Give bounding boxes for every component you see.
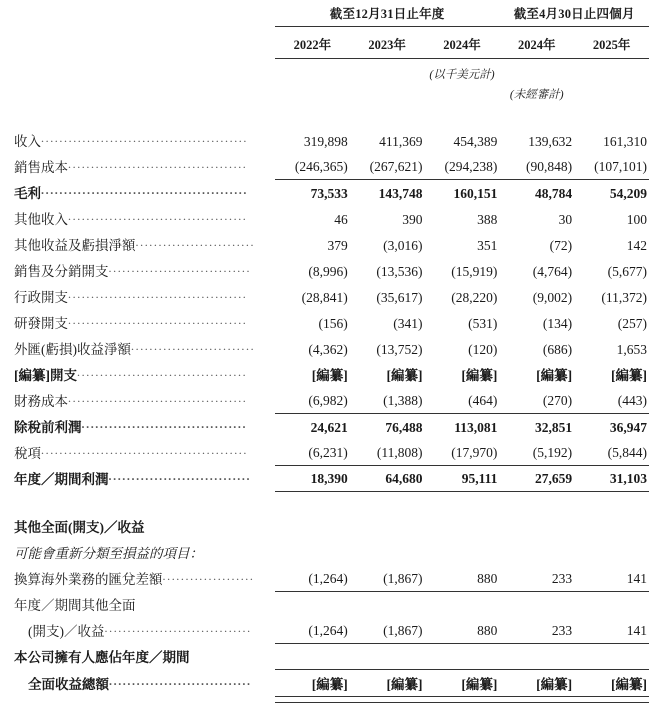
grand-total-label-line2-text: 全面收益總額 [28, 677, 109, 692]
oci-section-title-row [0, 513, 649, 539]
row-label-other-income [0, 205, 275, 231]
cell-pbt-2022: 24,621 [310, 420, 348, 435]
cell-admin-2023: (35,617) [376, 290, 423, 305]
grand-total-l1-blank-4 [499, 643, 574, 669]
row-label-profit-for-period-text: 年度／期間利潤 [14, 472, 109, 487]
cell-gross-profit-2025i: 54,209 [609, 186, 647, 201]
header-col-2023-label: 2023年 [368, 38, 406, 52]
cell-revenue-2024i: 139,632 [528, 134, 573, 149]
cell-admin-2024: (28,220) [451, 290, 498, 305]
cell-fxtrans-2022: (1,264) [275, 565, 350, 591]
table-row [0, 153, 649, 179]
row-label-selling-distribution [0, 257, 275, 283]
cell-pbt-2023: 76,488 [385, 420, 423, 435]
table-row [0, 617, 649, 643]
cell-finance-2024: (464) [425, 387, 500, 413]
row-label-profit-before-tax [0, 413, 275, 439]
leader-dots: ................................ [104, 621, 252, 635]
cell-grandtotal-2024i: [編纂] [499, 669, 574, 696]
cell-other-gains-2023: (3,016) [383, 238, 423, 253]
leader-dots: ..................................... [77, 365, 248, 379]
leader-dots: ....................................... [68, 287, 248, 301]
cell-cost-of-sales-2022: (246,365) [275, 153, 350, 179]
cell-tax-2023: (11,808) [350, 439, 425, 465]
cell-gross-profit-2024: 160,151 [453, 186, 498, 201]
cell-rd-2023: (341) [393, 316, 423, 331]
header-col-2024-annual-label: 2024年 [443, 38, 481, 52]
table-row [0, 361, 649, 387]
cell-pbt-2024i: 32,851 [535, 420, 573, 435]
cell-grandtotal-2023: [編纂] [350, 669, 425, 696]
currency-note-blank-4 [574, 63, 649, 83]
header-group-years-label: 截至12月31日止年度 [329, 7, 445, 21]
leader-dots: .................... [162, 569, 255, 583]
cell-other-gains-2024i: (72) [549, 238, 573, 253]
table-row [0, 439, 649, 465]
grand-total-label-line1: 本公司擁有人應佔年度／期間 [14, 650, 190, 665]
header-col-2023-rule [350, 58, 425, 59]
header-col-2025-interim [574, 30, 649, 63]
oci-sub-blank-2 [350, 539, 425, 565]
grand-total-label-line2 [0, 669, 275, 696]
cell-listing-2025i: [編纂] [611, 368, 647, 383]
row-label-fx-gain-loss [0, 335, 275, 361]
cell-tax-2024: (17,970) [425, 439, 500, 465]
table-row [0, 465, 649, 491]
header-col-2022-label: 2022年 [293, 38, 332, 52]
grand-total-l1-blank-1 [275, 643, 350, 669]
row-label-other-income-text: 其他收入 [14, 212, 68, 227]
cell-profit-2022: 18,390 [275, 465, 350, 491]
cell-grandtotal-2022: [編纂] [275, 669, 350, 696]
cell-fx-2023: (13,752) [376, 342, 423, 357]
row-label-administrative-text: 行政開支 [14, 290, 68, 305]
cell-tax-2024i: (5,192) [499, 439, 574, 465]
oci-total-l1-blank-5 [574, 591, 649, 617]
leader-dots: ............................... [109, 674, 252, 688]
cell-admin-2025i: (11,372) [601, 290, 647, 305]
oci-total-l1-blank-1 [275, 591, 350, 617]
row-label-cost-of-sales [0, 153, 275, 179]
header-col-2024-annual [425, 30, 500, 63]
cell-admin-2024i: (9,002) [532, 290, 573, 305]
header-col-2023 [350, 30, 425, 63]
cell-cost-of-sales-2023: (267,621) [350, 153, 425, 179]
grand-total-double-rule-row [0, 696, 649, 702]
cell-revenue-2023: 411,369 [379, 134, 423, 149]
header-group-fourmonths [499, 0, 649, 30]
header-group-fourmonths-label: 截至4月30日止四個月 [513, 7, 635, 21]
row-label-profit-before-tax-text: 除稅前利潤 [14, 420, 82, 435]
cell-profit-2023: 64,680 [350, 465, 425, 491]
cell-revenue-2025i: 161,310 [603, 134, 647, 149]
row-label-fx-translation-text: 換算海外業務的匯兌差額 [14, 572, 163, 587]
cell-selling-2023: (13,536) [376, 264, 423, 279]
row-label-finance-costs [0, 387, 275, 413]
leader-dots: ....................................... [68, 157, 248, 171]
audit-note-blank-1 [275, 83, 350, 105]
cell-rd-2025i: (257) [617, 316, 647, 331]
cell-rd-2024: (531) [468, 316, 498, 331]
currency-note-blank-2 [350, 63, 425, 83]
cell-finance-2025i: (443) [574, 387, 649, 413]
cell-rd-2024i: (134) [542, 316, 573, 331]
row-label-revenue-text: 收入 [14, 134, 41, 149]
row-label-other-gains-losses-text: 其他收益及虧損淨額 [14, 238, 136, 253]
cell-ocitotal-2025i: 141 [574, 617, 649, 643]
grand-total-label-line1-row [0, 643, 649, 669]
cell-selling-2025i: (5,677) [607, 264, 647, 279]
header-col-2022-rule [275, 58, 350, 59]
audit-note-blank-4 [574, 83, 649, 105]
table-row [0, 179, 649, 205]
cell-listing-2022: [編纂] [311, 368, 348, 383]
double-rule-2024i [499, 696, 574, 702]
header-year-row [0, 30, 649, 63]
table-row [0, 231, 649, 257]
header-col-2024-interim-label: 2024年 [517, 38, 556, 52]
row-label-fx-gain-loss-text: 外匯(虧損)收益淨額 [14, 342, 131, 357]
cell-tax-2025i: (5,844) [574, 439, 649, 465]
leader-dots: ............................... [108, 261, 252, 275]
cell-fxtrans-2024: 880 [425, 565, 500, 591]
oci-total-label-line2-text: (開支)／收益 [28, 624, 105, 639]
header-group-row [0, 0, 649, 30]
audit-note-blank-3 [425, 83, 500, 105]
cell-ocitotal-2023: (1,867) [350, 617, 425, 643]
oci-sub-blank-1 [275, 539, 350, 565]
cell-grandtotal-2024: [編纂] [425, 669, 500, 696]
oci-subtitle: 可能會重新分類至損益的項目： [14, 546, 203, 561]
header-group-years-rule [275, 26, 499, 27]
double-rule-spacer [0, 696, 275, 702]
row-label-gross-profit-text: 毛利 [14, 186, 41, 201]
cell-other-income-2025i: 100 [626, 212, 647, 227]
cell-selling-2024: (15,919) [451, 264, 498, 279]
header-col-2024-annual-rule [425, 58, 500, 59]
leader-dots: ............................................. [41, 443, 248, 457]
header-audit-note-row [0, 83, 649, 105]
table-row [0, 335, 649, 361]
cell-fx-2022: (4,362) [308, 342, 348, 357]
table-row [0, 413, 649, 439]
grand-total-l1-blank-3 [425, 643, 500, 669]
row-label-finance-costs-text: 財務成本 [14, 394, 68, 409]
cell-listing-2024: [編纂] [461, 368, 498, 383]
row-label-listing-expenses [0, 361, 275, 387]
cell-cost-of-sales-2025i: (107,101) [574, 153, 649, 179]
leader-dots: ............................................. [41, 131, 248, 145]
currency-unit-note: (以千美元計) [429, 69, 495, 81]
leader-dots: ............................... [108, 469, 252, 483]
cell-ocitotal-2024: 880 [425, 617, 500, 643]
table-row [0, 669, 649, 696]
header-bottom-gap-cell [0, 105, 649, 127]
cell-other-gains-2022: 379 [327, 238, 348, 253]
cell-gross-profit-2023: 143,748 [378, 186, 423, 201]
header-bottom-gap [0, 105, 649, 127]
oci-sub-blank-5 [574, 539, 649, 565]
cell-rd-2022: (156) [318, 316, 348, 331]
oci-title-blank-5 [574, 513, 649, 539]
table-row [0, 205, 649, 231]
oci-subtitle-row [0, 539, 649, 565]
table-row [0, 565, 649, 591]
cell-tax-2022: (6,231) [275, 439, 350, 465]
oci-total-label-line1: 年度／期間其他全面 [14, 598, 136, 613]
cell-other-income-2022: 46 [334, 212, 348, 227]
header-corner-spacer [0, 0, 275, 30]
header-year-spacer [0, 30, 275, 63]
table-row [0, 283, 649, 309]
row-label-administrative [0, 283, 275, 309]
oci-total-l1-blank-4 [499, 591, 574, 617]
oci-title-blank-2 [350, 513, 425, 539]
cell-selling-2022: (8,996) [308, 264, 348, 279]
header-group-years [275, 0, 499, 30]
leader-dots: .......................... [135, 235, 256, 249]
row-label-gross-profit [0, 179, 275, 205]
cell-cost-of-sales-2024: (294,238) [425, 153, 500, 179]
audit-note-blank-2 [350, 83, 425, 105]
cell-profit-2024i: 27,659 [499, 465, 574, 491]
row-label-fx-translation [0, 565, 275, 591]
cell-admin-2022: (28,841) [301, 290, 348, 305]
cell-finance-2022: (6,982) [275, 387, 350, 413]
cell-fx-2025i: 1,653 [616, 342, 647, 357]
cell-fxtrans-2023: (1,867) [350, 565, 425, 591]
leader-dots: ....................................... [68, 391, 248, 405]
oci-section-title: 其他全面(開支)／收益 [14, 520, 145, 535]
header-currency-note-row [0, 63, 649, 83]
cell-profit-2025i: 31,103 [574, 465, 649, 491]
cell-pbt-2025i: 36,947 [609, 420, 647, 435]
double-rule-2023 [350, 696, 425, 702]
cell-ocitotal-2024i: 233 [499, 617, 574, 643]
unaudited-note: (未經審計) [509, 89, 564, 101]
cell-ocitotal-2022: (1,264) [275, 617, 350, 643]
cell-fxtrans-2024i: 233 [499, 565, 574, 591]
row-label-other-gains-losses [0, 231, 275, 257]
double-rule-2022 [275, 696, 350, 702]
oci-title-blank-3 [425, 513, 500, 539]
header-col-2025-interim-rule [574, 58, 649, 59]
cell-revenue-2022: 319,898 [303, 134, 348, 149]
header-col-2022 [275, 30, 350, 63]
row-label-taxation [0, 439, 275, 465]
row-label-cost-of-sales-text: 銷售成本 [14, 160, 68, 175]
grand-total-l1-blank-2 [350, 643, 425, 669]
cell-other-gains-2025i: 142 [626, 238, 647, 253]
row-label-revenue [0, 127, 275, 153]
cell-fx-2024i: (686) [542, 342, 573, 357]
double-rule-2024 [425, 696, 500, 702]
cell-listing-2024i: [編纂] [536, 368, 573, 383]
cell-other-income-2024i: 30 [558, 212, 573, 227]
leader-dots: .................................... [81, 417, 248, 431]
row-label-taxation-text: 稅項 [14, 446, 41, 461]
table-row [0, 257, 649, 283]
oci-total-label-line1-row [0, 591, 649, 617]
cell-pbt-2024: 113,081 [454, 420, 498, 435]
leader-dots: ....................................... [68, 209, 248, 223]
cell-grandtotal-2025i: [編纂] [574, 669, 649, 696]
leader-dots: ............................................. [41, 183, 248, 197]
oci-section-gap [0, 491, 649, 513]
oci-total-label-line2 [0, 617, 275, 643]
cell-cost-of-sales-2024i: (90,848) [499, 153, 574, 179]
cell-other-income-2024: 388 [477, 212, 498, 227]
cell-other-gains-2024: 351 [477, 238, 498, 253]
currency-note-blank-1 [275, 63, 350, 83]
row-label-listing-expenses-text: [編纂]開支 [14, 368, 77, 383]
audit-note-spacer [0, 83, 275, 105]
oci-title-blank-1 [275, 513, 350, 539]
table-body [0, 127, 649, 702]
cell-gross-profit-2024i: 48,784 [535, 186, 573, 201]
cell-finance-2023: (1,388) [350, 387, 425, 413]
table-row [0, 309, 649, 335]
cell-other-income-2023: 390 [402, 212, 423, 227]
cell-fx-2024: (120) [468, 342, 498, 357]
oci-total-l1-blank-2 [350, 591, 425, 617]
grand-total-l1-blank-5 [574, 643, 649, 669]
oci-section-gap-cell [0, 491, 649, 513]
cell-profit-2024: 95,111 [425, 465, 500, 491]
header-group-fourmonths-rule [499, 26, 649, 27]
row-label-research-development-text: 研發開支 [14, 316, 68, 331]
currency-note-blank-3 [499, 63, 574, 83]
oci-total-l1-blank-3 [425, 591, 500, 617]
cell-revenue-2024: 454,389 [453, 134, 498, 149]
row-label-selling-distribution-text: 銷售及分銷開支 [14, 264, 109, 279]
cell-selling-2024i: (4,764) [532, 264, 573, 279]
table-row [0, 127, 649, 153]
table-row [0, 387, 649, 413]
cell-gross-profit-2022: 73,533 [310, 186, 348, 201]
cell-finance-2024i: (270) [499, 387, 574, 413]
cell-fxtrans-2025i: 141 [574, 565, 649, 591]
row-label-profit-for-period [0, 465, 275, 491]
header-col-2024-interim [499, 30, 574, 63]
cell-listing-2023: [編纂] [386, 368, 423, 383]
oci-sub-blank-4 [499, 539, 574, 565]
leader-dots: ....................................... [68, 313, 248, 327]
oci-sub-blank-3 [425, 539, 500, 565]
leader-dots: ........................... [131, 339, 256, 353]
oci-title-blank-4 [499, 513, 574, 539]
table-header [0, 0, 649, 127]
currency-note-spacer [0, 63, 275, 83]
row-label-research-development [0, 309, 275, 335]
header-col-2024-interim-rule [499, 58, 574, 59]
header-col-2025-interim-label: 2025年 [592, 38, 631, 52]
double-rule-2025i [574, 696, 649, 702]
